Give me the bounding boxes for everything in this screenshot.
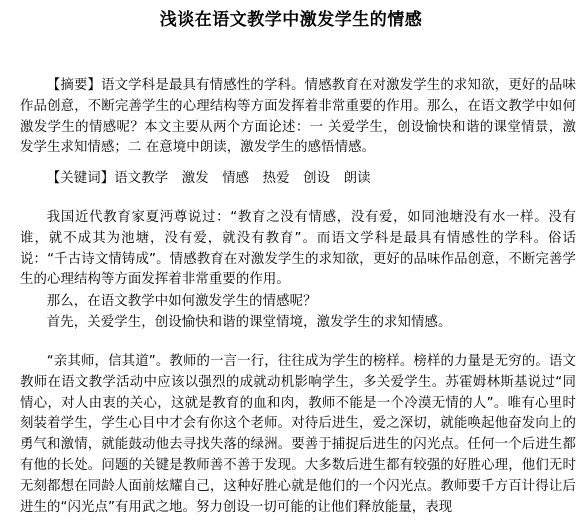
abstract-label: 【摘要】 [46, 78, 102, 93]
abstract-paragraph [20, 76, 576, 159]
keywords-label: 【关键词】 [46, 171, 115, 186]
document-title: 浅谈在语文教学中激发学生的情感 [159, 10, 423, 30]
keywords-paragraph [20, 169, 576, 190]
body-paragraph-4: “亲其师，信其道”。教师的一言一行，往往成为学生的榜样。榜样的力量是无穷的。语文教师在语文教学活动中应该以强烈的成就动机影响学生，多关爱学生。苏霍姆林斯基说过“同情心，对人由衷的关心，这就是教育的血和肉，教师不能是一个冷漠无情的人”。唯有心里时刻装着学生，学生心目中才会有你这个老师。对待后进生，爱之深切，就能唤起他奋发向上的勇气和激情，就能鼓动他去寻找失落的绿洲。要善于捕捉后进生的闪光点。任何一个后进生都有他的长处。问题的关键是教师善不善于发现。大多数后进生都有较强的好胜心理，他们无时无刻都想在同龄人面前炫耀自己，这种好胜心就是他们的一个闪光点。教师要千方百计得让后进生的“闪光点”有用武之地。努力创设一切可能的让他们释放能量，表现 [20, 354, 576, 515]
body-paragraph-3: 首先，关爱学生，创设愉快和谐的课堂情境，激发学生的求知情感。 [46, 315, 452, 330]
keywords-text: 语文教学 激发 情感 热爱 创设 朗读 [114, 171, 371, 186]
abstract-text: 语文学科是最具有情感性的学科。情感教育在对激发学生的求知欲，更好的品味作品创意，不断完善学生的心理结构等方面发挥着非常重要的作用。那么，在语文教学中如何激发学生的情感呢？本文主要从两个方面论述：一 关爱学生，创设愉快和谐的课堂情景，激发学生求知情感；二 在意境中朗读，激发学生的感悟情感。 [20, 78, 577, 156]
body-paragraph-2: 那么，在语文教学中如何激发学生的情感呢？ [46, 294, 317, 309]
body-paragraph-1: 我国近代教育家夏沔尊说过：“教育之没有情感，没有爱，如同池塘没有水一样。没有谁，就不成其为池塘，没有爱，就没有教育”。而语文学科是最具有情感性的学科。俗话说：“千古诗文情铸成”。情感教育在对激发学生的求知欲，更好的品味作品创意，不断完善学生的心理结构等方面发挥着非常重要的作用。 [20, 210, 576, 288]
